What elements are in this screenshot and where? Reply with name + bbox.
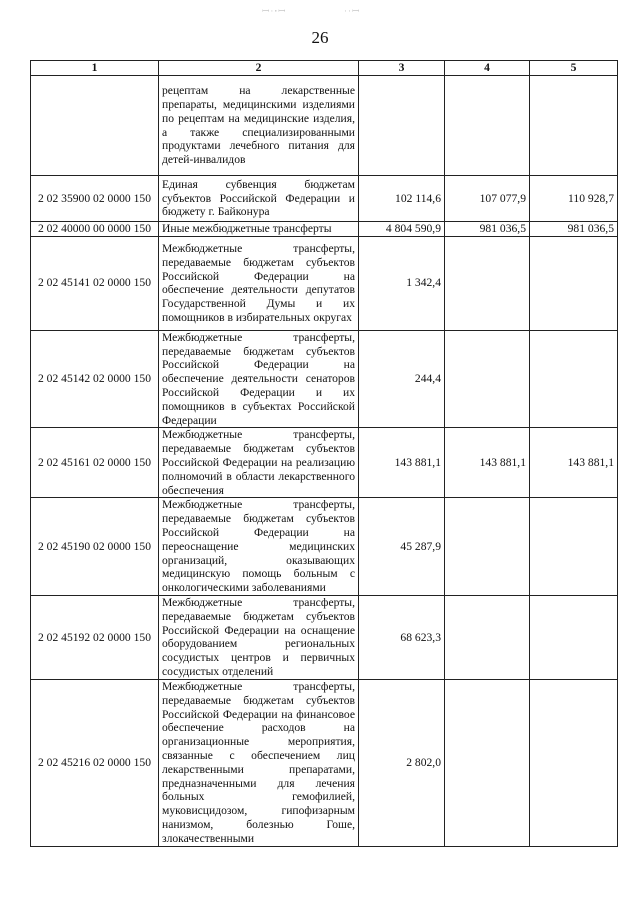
value-col3-cell: 143 881,1	[359, 428, 445, 498]
budget-code-cell	[31, 76, 159, 176]
value-col5-cell	[530, 498, 618, 596]
value-col4-cell	[445, 595, 530, 679]
value-col3-cell: 244,4	[359, 330, 445, 428]
description-cell: Межбюджетные трансферты, передаваемые бюджетам субъектов Российской Федерации на обеспечение деятельности депутатов Государственной Думы и их помощников в избирательных округах	[159, 236, 359, 330]
budget-code-cell: 2 02 45190 02 0000 150	[31, 498, 159, 596]
column-header: 1	[31, 61, 159, 76]
table-row	[31, 176, 618, 222]
column-header: 2	[159, 61, 359, 76]
value-col5-cell: 981 036,5	[530, 222, 618, 237]
budget-code-cell: 2 02 45192 02 0000 150	[31, 595, 159, 679]
column-header: 3	[359, 61, 445, 76]
table-row	[31, 222, 618, 237]
table-row	[31, 76, 618, 176]
column-header: 5	[530, 61, 618, 76]
value-col5-cell	[530, 679, 618, 846]
value-col5-cell	[530, 330, 618, 428]
value-col5-cell: 143 881,1	[530, 428, 618, 498]
value-col3-cell: 45 287,9	[359, 498, 445, 596]
table-header-row	[31, 61, 618, 76]
table-row	[31, 428, 618, 498]
value-col3-cell: 2 802,0	[359, 679, 445, 846]
description-cell: рецептам на лекарственные препараты, медицинскими изделиями по рецептам на медицинские изделия, а также специализированными продуктами лечебного питания для детей-инвалидов	[159, 76, 359, 176]
description-cell: Единая субвенция бюджетам субъектов Российской Федерации и бюджету г. Байконура	[159, 176, 359, 222]
value-col4-cell	[445, 236, 530, 330]
table-row	[31, 595, 618, 679]
table-row	[31, 498, 618, 596]
description-cell: Межбюджетные трансферты, передаваемые бюджетам субъектов Российской Федерации на оснащение оборудованием региональных сосудистых центров и первичных сосудистых отделений	[159, 595, 359, 679]
budget-code-cell: 2 02 45216 02 0000 150	[31, 679, 159, 846]
value-col3-cell	[359, 76, 445, 176]
column-header: 4	[445, 61, 530, 76]
value-col5-cell: 110 928,7	[530, 176, 618, 222]
table-row	[31, 330, 618, 428]
value-col3-cell: 102 114,6	[359, 176, 445, 222]
description-cell: Межбюджетные трансферты, передаваемые бюджетам субъектов Российской Федерации на обеспечение деятельности сенаторов Российской Федерации и их помощников в субъектах Российской Федерации	[159, 330, 359, 428]
budget-revenue-table	[30, 60, 618, 847]
value-col4-cell: 981 036,5	[445, 222, 530, 237]
value-col4-cell	[445, 498, 530, 596]
scan-artifact: ꟷ·ꞏꟷ	[262, 6, 287, 16]
value-col4-cell	[445, 76, 530, 176]
budget-code-cell: 2 02 40000 00 0000 150	[31, 222, 159, 237]
value-col3-cell: 1 342,4	[359, 236, 445, 330]
value-col4-cell: 143 881,1	[445, 428, 530, 498]
budget-code-cell: 2 02 45161 02 0000 150	[31, 428, 159, 498]
value-col3-cell: 4 804 590,9	[359, 222, 445, 237]
table-row	[31, 236, 618, 330]
budget-code-cell: 2 02 45141 02 0000 150	[31, 236, 159, 330]
value-col4-cell	[445, 330, 530, 428]
value-col5-cell	[530, 595, 618, 679]
description-cell: Иные межбюджетные трансферты	[159, 222, 359, 237]
value-col5-cell	[530, 236, 618, 330]
description-cell: Межбюджетные трансферты, передаваемые бюджетам субъектов Российской Федерации на финансовое обеспечение расходов на организационные мероприятия, связанные с обеспечением лиц лекарственными препаратами, предназначенными для лечения больных гемофилией, муковисцидозом, гипофизарным нанизмом, болезнью Гоше, злокачественными	[159, 679, 359, 846]
value-col4-cell: 107 077,9	[445, 176, 530, 222]
table-row	[31, 679, 618, 846]
budget-code-cell: 2 02 35900 02 0000 150	[31, 176, 159, 222]
value-col5-cell	[530, 76, 618, 176]
description-cell: Межбюджетные трансферты, передаваемые бюджетам субъектов Российской Федерации на переоснащение медицинских организаций, оказывающих медицинскую помощь больным с онкологическими заболеваниями	[159, 498, 359, 596]
value-col3-cell: 68 623,3	[359, 595, 445, 679]
budget-code-cell: 2 02 45142 02 0000 150	[31, 330, 159, 428]
value-col4-cell	[445, 679, 530, 846]
description-cell: Межбюджетные трансферты, передаваемые бюджетам субъектов Российской Федерации на реализацию полномочий в области лекарственного обеспечения	[159, 428, 359, 498]
scan-artifact: ··ꟷ	[344, 6, 361, 16]
page-number: 26	[311, 28, 329, 47]
